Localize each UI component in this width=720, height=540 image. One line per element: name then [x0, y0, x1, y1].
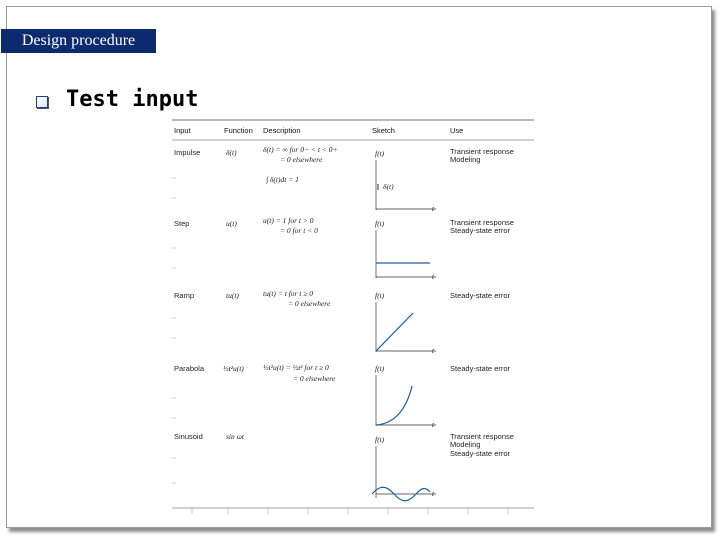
- row-impulse-desc-2: = 0 elsewhere: [280, 155, 323, 164]
- impulse-t-label: t: [432, 204, 435, 213]
- row-ramp-use-1: Steady-state error: [450, 291, 511, 300]
- row-step-use-2: Steady-state error: [450, 226, 511, 235]
- row-step-function: u(t): [226, 219, 237, 228]
- row-parabola-input: Parabola: [174, 364, 205, 373]
- sinusoid-t-label: t: [432, 489, 435, 498]
- col-header-function: Function: [224, 126, 253, 135]
- row-impulse-sketch-label: f(t): [375, 149, 385, 158]
- row-impulse-sketch-marker: δ(t): [383, 182, 394, 191]
- row-sinusoid-function: sin ωt: [226, 432, 245, 441]
- row-impulse-function: δ(t): [226, 148, 237, 157]
- test-input-table: [168, 118, 534, 514]
- col-header-input: Input: [174, 126, 191, 135]
- row-step-use-1: Transient response: [450, 218, 514, 227]
- row-sinusoid-sketch-label: f(t): [375, 435, 385, 444]
- row-impulse-desc-3: ∫ δ(t)dt = 1: [266, 175, 299, 184]
- row-parabola-use-1: Steady-state error: [450, 364, 511, 373]
- row-impulse-input: Impulse: [174, 148, 201, 157]
- row-sinusoid-input: Sinusoid: [174, 432, 203, 441]
- row-sinusoid-use-1: Transient response: [450, 432, 514, 441]
- col-header-use: Use: [450, 126, 464, 135]
- row-impulse-use-1: Transient response: [450, 147, 514, 156]
- row-ramp-function: tu(t): [226, 291, 239, 300]
- section-label: Design procedure: [1, 29, 156, 53]
- row-ramp-sketch-label: f(t): [375, 291, 385, 300]
- row-sinusoid-use-3: Steady-state error: [450, 449, 511, 458]
- parabola-t-label: t: [432, 420, 435, 429]
- row-parabola-desc-1: ½t²u(t) = ½t² for t ≥ 0: [263, 363, 329, 372]
- row-parabola-desc-2: = 0 elsewhere: [293, 374, 336, 383]
- row-step-input: Step: [174, 219, 190, 228]
- row-step-sketch-label: f(t): [375, 219, 385, 228]
- ramp-t-label: t: [432, 346, 435, 355]
- row-step-desc-2: = 0 for t < 0: [280, 226, 318, 235]
- bullet-heading: Test input: [66, 87, 199, 112]
- step-t-label: t: [432, 272, 435, 281]
- row-ramp-desc-1: tu(t) = t for t ≥ 0: [263, 289, 314, 298]
- row-ramp-desc-2: = 0 elsewhere: [288, 299, 331, 308]
- row-impulse-use-2: Modeling: [450, 155, 481, 164]
- row-impulse-desc-1: δ(t) = ∞ for 0− < t < 0+: [263, 145, 338, 154]
- row-parabola-sketch-label: f(t): [375, 364, 385, 373]
- row-ramp-input: Ramp: [174, 291, 195, 300]
- row-parabola-function: ½t²u(t): [223, 364, 244, 373]
- row-sinusoid-use-2: Modeling: [450, 440, 481, 449]
- col-header-sketch: Sketch: [372, 126, 395, 135]
- row-step-desc-1: u(t) = 1 for t > 0: [263, 216, 314, 225]
- checkbox-bullet-icon: [36, 96, 48, 108]
- col-header-description: Description: [263, 126, 301, 135]
